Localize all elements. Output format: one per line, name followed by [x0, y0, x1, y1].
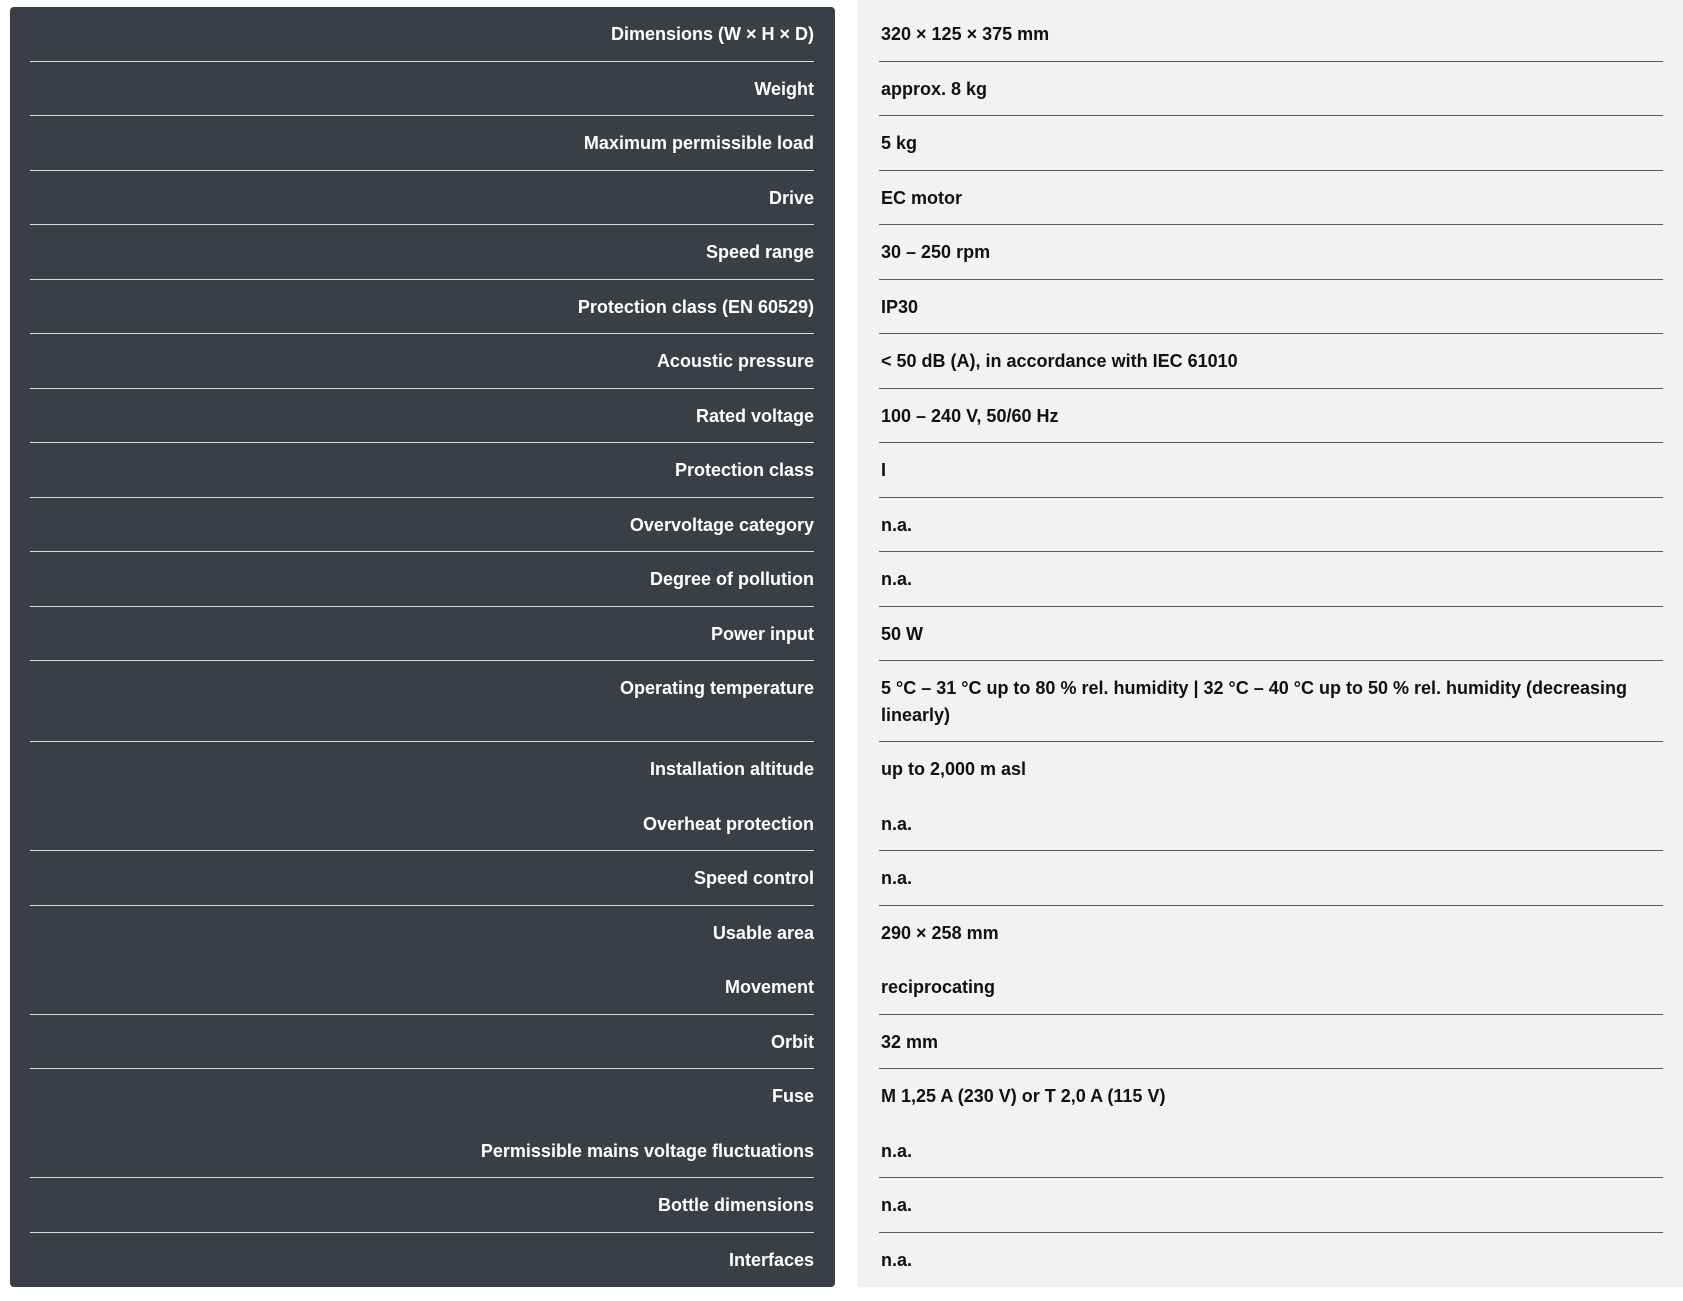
spec-row-speed-range — [0, 225, 1683, 280]
spec-label: Dimensions (W × H × D) — [610, 24, 814, 44]
spec-label: Degree of pollution — [650, 569, 814, 589]
spec-label: Power input — [711, 623, 814, 644]
spec-label: Bottle dimensions — [657, 1195, 814, 1215]
spec-row-installation-altitude — [0, 742, 1683, 797]
spec-value: n.a. — [881, 868, 913, 888]
spec-label: Overvoltage category — [629, 514, 814, 535]
spec-row-acoustic-pressure — [0, 334, 1683, 389]
spec-row-bottle-dimensions — [0, 1178, 1683, 1233]
spec-value: IP30 — [881, 296, 919, 317]
spec-row-rated-voltage — [0, 389, 1683, 444]
spec-label: Rated voltage — [695, 405, 814, 426]
spec-value: 290 × 258 mm — [881, 922, 999, 943]
spec-label: Overheat protection — [642, 813, 814, 834]
spec-value: reciprocating — [881, 977, 996, 997]
spec-label: Interfaces — [728, 1249, 814, 1270]
spec-row-power-input — [0, 607, 1683, 662]
spec-label: Usable area — [712, 922, 814, 943]
spec-row-orbit — [0, 1015, 1683, 1070]
spec-label: Orbit — [771, 1031, 814, 1052]
spec-value: n.a. — [881, 813, 913, 834]
spec-label: Installation altitude — [649, 759, 814, 779]
spec-row-protection-class — [0, 443, 1683, 498]
spec-label: Operating temperature — [619, 678, 814, 698]
spec-value: 32 mm — [881, 1031, 939, 1052]
spec-row-movement — [0, 960, 1683, 1015]
spec-row-operating-temperature — [0, 661, 1683, 742]
spec-value: I — [881, 460, 887, 480]
spec-row-interfaces — [0, 1233, 1683, 1288]
spec-value: EC motor — [881, 187, 962, 208]
spec-value: 5 °C – 31 °C up to 80 % rel. humidity | 32 °C – 40 °C up to 50 % rel. humidity (decreasing linearly) — [881, 678, 1628, 725]
spec-value: n.a. — [881, 569, 913, 589]
spec-value: < 50 dB (A), in accordance with IEC 61010 — [881, 351, 1238, 371]
spec-label: Maximum permissible load — [583, 133, 814, 153]
spec-value: 50 W — [881, 623, 924, 644]
specification-table — [0, 7, 1683, 1287]
spec-value: approx. 8 kg — [881, 78, 988, 99]
spec-value: n.a. — [881, 1140, 913, 1161]
spec-value: 320 × 125 × 375 mm — [881, 24, 1050, 44]
spec-label: Protection class (EN 60529) — [577, 296, 814, 317]
spec-row-usable-area — [0, 906, 1683, 961]
spec-value: n.a. — [881, 1249, 913, 1270]
spec-label: Fuse — [771, 1086, 814, 1106]
spec-row-weight — [0, 62, 1683, 117]
spec-label: Speed range — [705, 242, 814, 262]
spec-label: Speed control — [693, 868, 814, 888]
spec-value: 5 kg — [881, 133, 918, 153]
spec-label: Protection class — [674, 460, 814, 480]
spec-label: Weight — [754, 78, 814, 99]
spec-label: Drive — [768, 187, 814, 208]
spec-label: Acoustic pressure — [656, 351, 814, 371]
spec-row-drive — [0, 171, 1683, 226]
spec-value: n.a. — [881, 1195, 913, 1215]
spec-value: up to 2,000 m asl — [881, 759, 1027, 779]
spec-row-degree-of-pollution — [0, 552, 1683, 607]
spec-value: 30 – 250 rpm — [881, 242, 991, 262]
spec-row-dimensions — [0, 7, 1683, 62]
spec-value: M 1,25 A (230 V) or T 2,0 A (115 V) — [881, 1086, 1166, 1106]
spec-value: 100 – 240 V, 50/60 Hz — [881, 405, 1059, 426]
spec-row-overheat-protection — [0, 797, 1683, 852]
spec-row-speed-control — [0, 851, 1683, 906]
spec-row-overvoltage-category — [0, 498, 1683, 553]
spec-row-permissible-mains-voltage-fluctuations — [0, 1124, 1683, 1179]
spec-row-protection-class-en-60529 — [0, 280, 1683, 335]
spec-label: Permissible mains voltage fluctuations — [480, 1140, 814, 1161]
spec-value: n.a. — [881, 514, 913, 535]
spec-row-maximum-permissible-load — [0, 116, 1683, 171]
spec-row-fuse — [0, 1069, 1683, 1124]
spec-label: Movement — [724, 977, 814, 997]
